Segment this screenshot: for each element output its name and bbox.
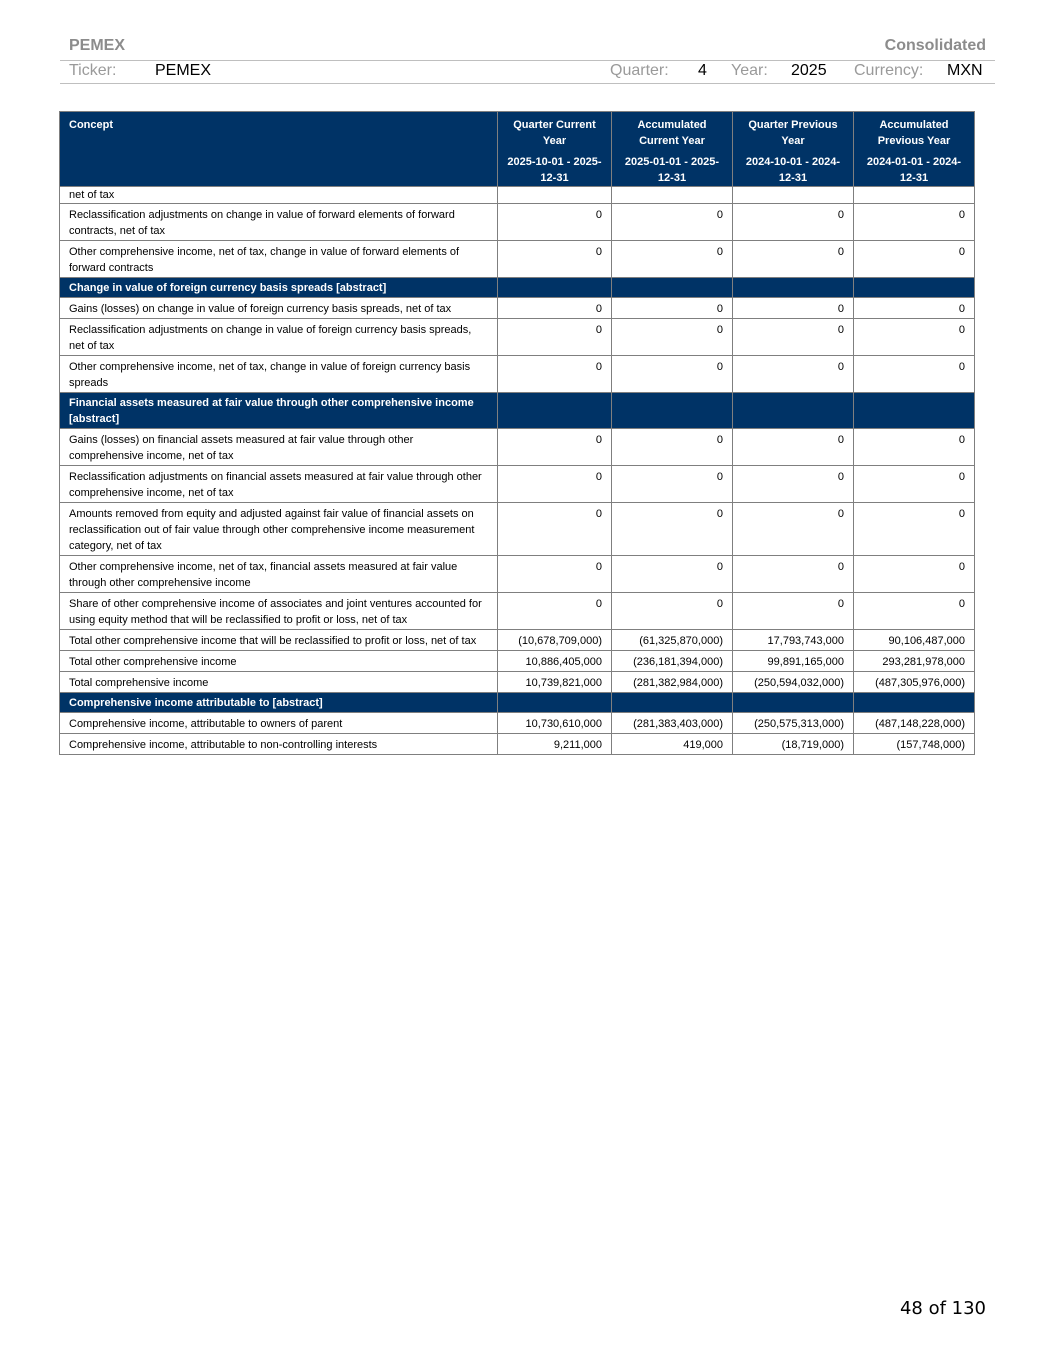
- table-row: [60, 356, 975, 393]
- period-label: 2024-10-01 - 2024-12-31: [745, 156, 841, 184]
- value-cell: 0: [733, 298, 854, 319]
- value-cell: 0: [854, 298, 975, 319]
- value-cell: 0: [498, 503, 612, 556]
- value-cell: (250,575,313,000): [733, 713, 854, 734]
- value-cell: 0: [733, 204, 854, 241]
- table-row: [60, 713, 975, 734]
- value-cell: [612, 393, 733, 429]
- table-row: [60, 187, 975, 204]
- concept-cell: Reclassification adjustments on change in value of forward elements of forward contracts, net of tax: [60, 204, 498, 241]
- value-cell: 0: [498, 356, 612, 393]
- value-cell: 0: [733, 241, 854, 278]
- concept-cell: Other comprehensive income, net of tax, change in value of foreign currency basis spreads: [60, 356, 498, 393]
- value-cell: 0: [733, 503, 854, 556]
- value-cell: 0: [612, 466, 733, 503]
- value-cell: [854, 278, 975, 298]
- value-cell: 0: [854, 319, 975, 356]
- value-cell: 0: [854, 593, 975, 630]
- value-cell: (281,383,403,000): [612, 713, 733, 734]
- table-row: [60, 593, 975, 630]
- value-cell: 0: [612, 356, 733, 393]
- value-cell: 90,106,487,000: [854, 630, 975, 651]
- value-cell: [733, 278, 854, 298]
- table-row: [60, 503, 975, 556]
- concept-cell: Reclassification adjustments on financial assets measured at fair value through other comprehensive income, net of tax: [60, 466, 498, 503]
- value-cell: [854, 393, 975, 429]
- report-header: [60, 36, 995, 61]
- value-cell: [612, 187, 733, 204]
- value-cell: 0: [498, 241, 612, 278]
- concept-cell: Other comprehensive income, net of tax, change in value of forward elements of forward contracts: [60, 241, 498, 278]
- value-cell: (61,325,870,000): [612, 630, 733, 651]
- accumulated-current-year-header: Accumulated Current Year 2025-01-01 - 2025-12-31: [612, 112, 733, 187]
- value-cell: 0: [854, 429, 975, 466]
- value-cell: (281,382,984,000): [612, 672, 733, 693]
- value-cell: [733, 393, 854, 429]
- value-cell: 0: [498, 593, 612, 630]
- concept-column-header: Concept: [60, 112, 498, 187]
- value-cell: 0: [498, 204, 612, 241]
- value-cell: 0: [854, 556, 975, 593]
- concept-cell: Gains (losses) on financial assets measured at fair value through other comprehensive income, net of tax: [60, 429, 498, 466]
- quarter-label: Quarter:: [610, 62, 669, 79]
- report-meta: [60, 60, 995, 84]
- value-cell: 17,793,743,000: [733, 630, 854, 651]
- page-number: 48 of 130: [899, 1298, 986, 1319]
- concept-cell: Total other comprehensive income: [60, 651, 498, 672]
- value-cell: 0: [733, 429, 854, 466]
- value-cell: [854, 187, 975, 204]
- table-row: [60, 466, 975, 503]
- concept-cell: Total comprehensive income: [60, 672, 498, 693]
- concept-cell: Comprehensive income, attributable to owners of parent: [60, 713, 498, 734]
- value-cell: 0: [733, 356, 854, 393]
- value-cell: 0: [612, 593, 733, 630]
- concept-cell: net of tax: [60, 187, 498, 204]
- value-cell: [733, 693, 854, 713]
- concept-cell: Total other comprehensive income that will be reclassified to profit or loss, net of tax: [60, 630, 498, 651]
- value-cell: 0: [854, 466, 975, 503]
- value-cell: 0: [498, 556, 612, 593]
- year-label: Year:: [731, 62, 768, 79]
- concept-cell: Other comprehensive income, net of tax, financial assets measured at fair value through other comprehensive income: [60, 556, 498, 593]
- concept-cell: Comprehensive income, attributable to non-controlling interests: [60, 734, 498, 755]
- value-cell: (487,148,228,000): [854, 713, 975, 734]
- value-cell: 0: [612, 241, 733, 278]
- value-cell: 0: [498, 319, 612, 356]
- value-cell: (250,594,032,000): [733, 672, 854, 693]
- concept-cell: Reclassification adjustments on change in value of foreign currency basis spreads, net of tax: [60, 319, 498, 356]
- concept-cell: Change in value of foreign currency basis spreads [abstract]: [60, 278, 498, 298]
- period-label: 2024-01-01 - 2024-12-31: [866, 156, 962, 184]
- value-cell: 10,886,405,000: [498, 651, 612, 672]
- value-cell: 0: [733, 593, 854, 630]
- value-cell: 0: [733, 556, 854, 593]
- table-row: [60, 319, 975, 356]
- value-cell: 0: [854, 204, 975, 241]
- value-cell: (487,305,976,000): [854, 672, 975, 693]
- period-label: 2025-10-01 - 2025-12-31: [507, 156, 602, 184]
- value-cell: (157,748,000): [854, 734, 975, 755]
- value-cell: 0: [854, 241, 975, 278]
- abstract-row: [60, 393, 975, 429]
- value-cell: [612, 278, 733, 298]
- value-cell: 0: [733, 319, 854, 356]
- value-cell: (236,181,394,000): [612, 651, 733, 672]
- report-type: Consolidated: [884, 37, 986, 54]
- value-cell: 0: [733, 466, 854, 503]
- concept-cell: Share of other comprehensive income of associates and joint ventures accounted for using equity method that will be reclassified to profit or loss, net of tax: [60, 593, 498, 630]
- concept-cell: Comprehensive income attributable to [abstract]: [60, 693, 498, 713]
- period-label: 2025-01-01 - 2025-12-31: [624, 156, 720, 184]
- quarter-value: 4: [698, 62, 707, 79]
- value-cell: 0: [854, 356, 975, 393]
- value-cell: 293,281,978,000: [854, 651, 975, 672]
- value-cell: [733, 187, 854, 204]
- value-cell: [498, 187, 612, 204]
- value-cell: 0: [498, 429, 612, 466]
- table-row: [60, 241, 975, 278]
- quarter-previous-year-header: Quarter Previous Year 2024-10-01 - 2024-12-31: [733, 112, 854, 187]
- table-row: [60, 556, 975, 593]
- value-cell: 0: [498, 466, 612, 503]
- value-cell: [498, 393, 612, 429]
- value-cell: 0: [612, 319, 733, 356]
- table-row: [60, 651, 975, 672]
- table-row: [60, 630, 975, 651]
- table-row: [60, 429, 975, 466]
- abstract-row: [60, 693, 975, 713]
- value-cell: 9,211,000: [498, 734, 612, 755]
- concept-cell: Gains (losses) on change in value of foreign currency basis spreads, net of tax: [60, 298, 498, 319]
- table-row: [60, 672, 975, 693]
- value-cell: 99,891,165,000: [733, 651, 854, 672]
- currency-label: Currency:: [854, 62, 924, 79]
- concept-cell: Financial assets measured at fair value through other comprehensive income [abstract]: [60, 393, 498, 429]
- value-cell: 0: [612, 204, 733, 241]
- table-row: [60, 734, 975, 755]
- quarter-current-year-header: Quarter Current Year 2025-10-01 - 2025-12-31: [498, 112, 612, 187]
- table-header: [60, 112, 975, 187]
- table-row: [60, 204, 975, 241]
- value-cell: 419,000: [612, 734, 733, 755]
- value-cell: 10,730,610,000: [498, 713, 612, 734]
- table-row: [60, 298, 975, 319]
- value-cell: 0: [612, 556, 733, 593]
- value-cell: 0: [854, 503, 975, 556]
- ticker-value: PEMEX: [155, 62, 212, 79]
- value-cell: [498, 278, 612, 298]
- value-cell: 0: [498, 298, 612, 319]
- currency-value: MXN: [947, 62, 983, 79]
- value-cell: (18,719,000): [733, 734, 854, 755]
- year-value: 2025: [791, 62, 827, 79]
- company-name: PEMEX: [69, 37, 126, 54]
- value-cell: [854, 693, 975, 713]
- ticker-label: Ticker:: [69, 62, 117, 79]
- value-cell: (10,678,709,000): [498, 630, 612, 651]
- comprehensive-income-table: [59, 111, 975, 755]
- concept-cell: Amounts removed from equity and adjusted against fair value of financial assets on reclassification out of fair value through other comprehensive income measurement category, net of tax: [60, 503, 498, 556]
- accumulated-previous-year-header: Accumulated Previous Year 2024-01-01 - 2024-12-31: [854, 112, 975, 187]
- value-cell: 10,739,821,000: [498, 672, 612, 693]
- value-cell: 0: [612, 503, 733, 556]
- value-cell: 0: [612, 429, 733, 466]
- value-cell: [498, 693, 612, 713]
- value-cell: [612, 693, 733, 713]
- value-cell: 0: [612, 298, 733, 319]
- abstract-row: [60, 278, 975, 298]
